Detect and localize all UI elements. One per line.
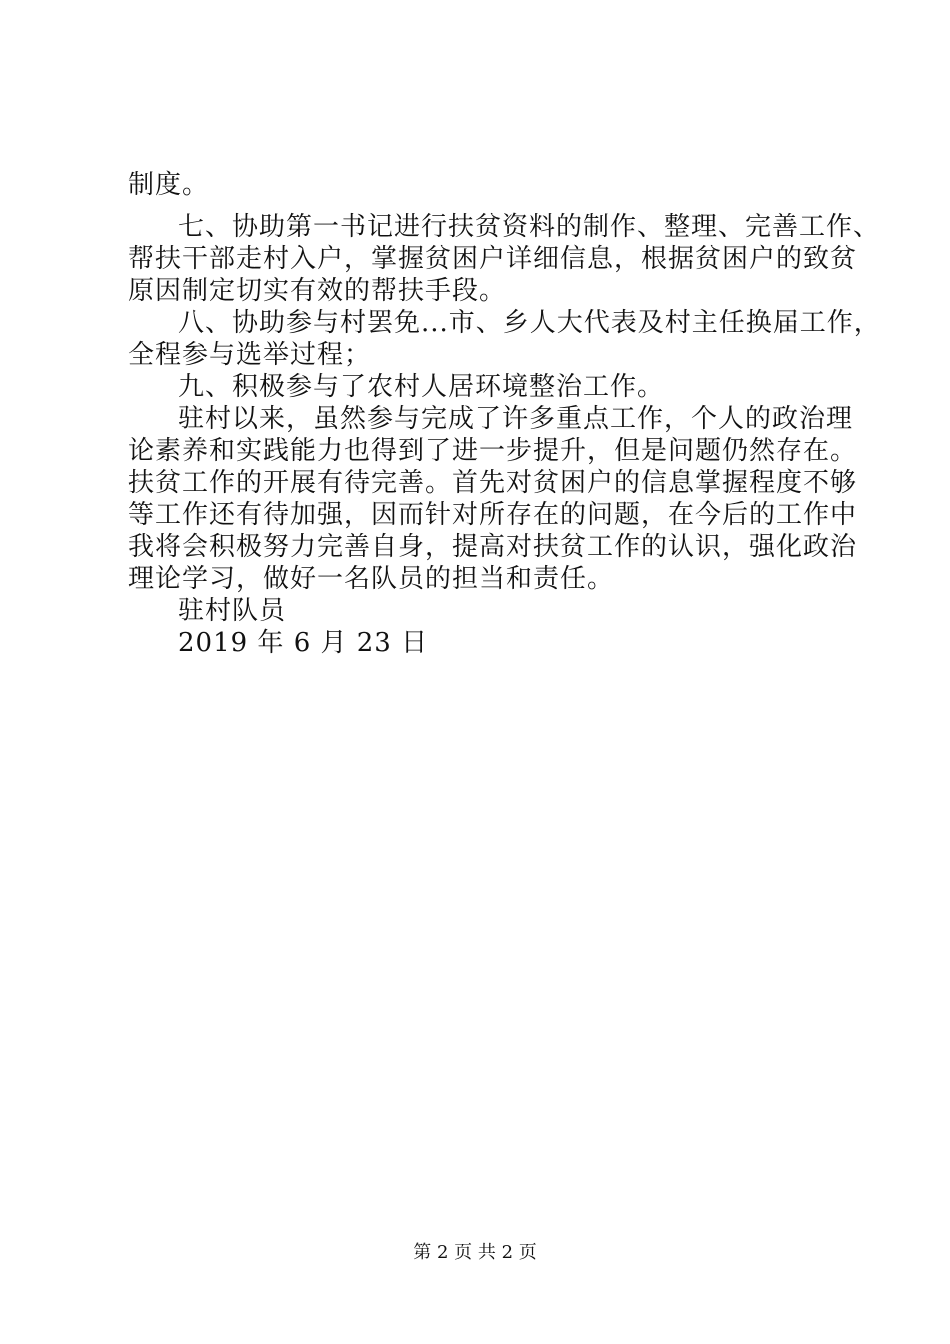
- text-line: 帮扶干部走村入户，掌握贫困户详细信息，根据贫困户的致贫: [128, 244, 858, 274]
- text-line: 原因制定切实有效的帮扶手段。: [128, 276, 507, 306]
- text-line: 七、协助第一书记进行扶贫资料的制作、整理、完善工作、: [178, 212, 881, 242]
- text-line: 八、协助参与村罢免...市、乡人大代表及村主任换届工作，: [178, 308, 881, 338]
- text-line: 扶贫工作的开展有待完善。首先对贫困户的信息掌握程度不够: [128, 468, 858, 498]
- page-number-footer: 第 2 页 共 2 页: [413, 1242, 537, 1263]
- text-line: 我将会积极努力完善自身，提高对扶贫工作的认识，强化政治: [128, 532, 858, 562]
- signature-label: 驻村队员: [178, 596, 287, 626]
- text-line: 制度。: [128, 170, 210, 200]
- text-line: 论素养和实践能力也得到了进一步提升，但是问题仍然存在。: [128, 436, 858, 466]
- text-line: 理论学习，做好一名队员的担当和责任。: [128, 564, 615, 594]
- text-line: 九、积极参与了农村人居环境整治工作。: [178, 372, 665, 402]
- text-line: 驻村以来，虽然参与完成了许多重点工作，个人的政治理: [178, 404, 854, 434]
- document-date: 2019 年 6 月 23 日: [178, 628, 429, 658]
- text-line: 全程参与选举过程；: [128, 340, 372, 370]
- text-line: 等工作还有待加强，因而针对所存在的问题，在今后的工作中: [128, 500, 858, 530]
